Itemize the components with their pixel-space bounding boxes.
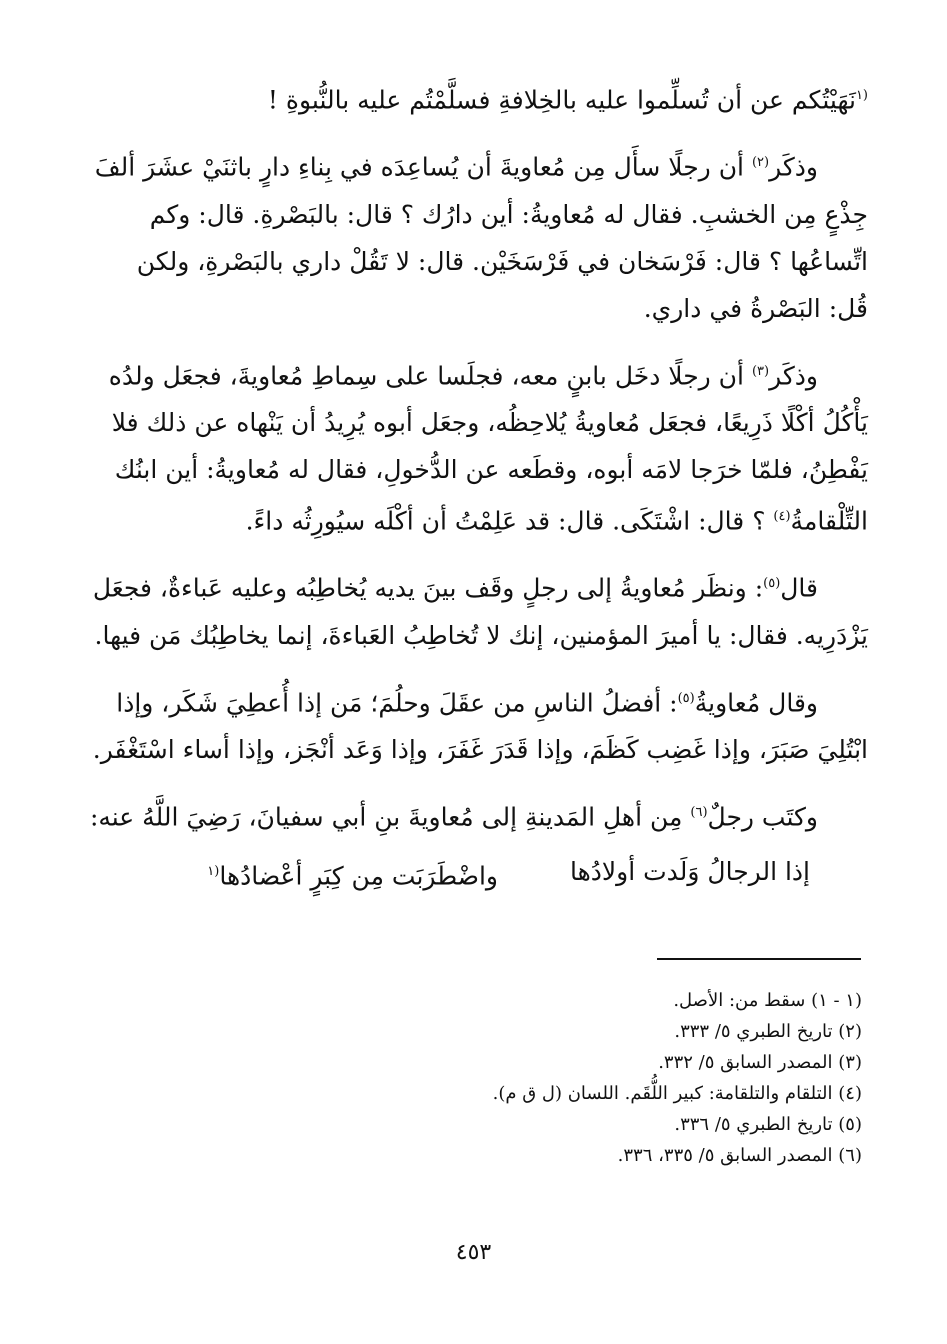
footnote: (٢) تاريخ الطبري ٥/ ٣٣٣. (674, 1021, 862, 1042)
footnote-ref: (٥) (763, 576, 781, 592)
footnote-ref: (١ (207, 864, 220, 880)
text-run: : أفضلُ الناسِ من عقَلَ وحلُمَ؛ مَن إذا أُعطِيَ شَكَر، وإذا (116, 687, 678, 717)
footnote-ref: (٢) (751, 155, 770, 171)
paragraph-5 (89, 789, 868, 840)
main-text (89, 72, 868, 900)
opening-line (150, 72, 868, 123)
verse-first-hemistich: إذا الرجالُ وَلَدت أولادُها (569, 857, 810, 887)
text-line (150, 493, 868, 544)
text-line: جِذْعٍ مِن الخشبِ. فقال له مُعاويةُ: أين دارُك ؟ قال: بالبَصْرةِ. قال: وكم (149, 199, 868, 229)
text-run: التِّلْقامةُ (790, 506, 868, 536)
footnote-divider (657, 958, 861, 960)
footnote-ref: (١ (855, 88, 868, 103)
text-line: اتِّساعُها ؟ قال: فَرْسَخان في فَرْسَخَيْن. قال: لا تَقُلْ داري بالبَصْرةِ، ولكن (136, 246, 868, 276)
paragraph-3 (92, 560, 868, 658)
text-line: يَأْكُلُ أكْلًا ذَرِيعًا، فجعَل مُعاويةُ يُلاحِظُه، وجعَل أبوه يُرِيدُ أن يَنْهاه عن ذلك فلا (111, 407, 868, 437)
footnote: (٤) التلقام والتلقامة: كبير اللُّقَم. اللسان (ل ق م). (492, 1083, 862, 1104)
footnote-ref: (٣) (751, 363, 770, 379)
paragraph-4 (92, 675, 868, 773)
verse-second-hemistich (207, 848, 498, 899)
footnote-ref: (٥) (677, 690, 695, 706)
text-line (108, 348, 868, 399)
text-run: ؟ قال: اشْتَكَى. قال: قد عَلِمْتُ أن أكْلَه سيُورِثُه داءً. (245, 506, 774, 536)
text-run: وكتَب رجلٌ (707, 802, 818, 832)
footnote: (٥) تاريخ الطبري ٥/ ٣٣٦. (674, 1114, 862, 1135)
footnote-ref: (٤) (773, 508, 791, 524)
text-run: وذكَر (769, 360, 818, 390)
text-line: يَفْطِنُ، فلمّا خرَجا لامَه أبوه، وقطَعه عن الدُّخولِ، فقال له مُعاويةُ: أين ابنُك (114, 454, 868, 484)
footnote: (٣) المصدر السابق ٥/ ٣٣٢. (658, 1052, 862, 1073)
text-line (94, 139, 868, 190)
text-line (116, 675, 868, 726)
text-line: ابْتُلِيَ صَبَرَ، وإذا غَضِب كَظَمَ، وإذا قَدَرَ غَفَرَ، وإذا وَعَد أنْجَز، وإذا أساء اسْتَغْفَر. (92, 734, 868, 764)
page-number: ٤٥٣ (455, 1240, 492, 1265)
verse-line (150, 848, 868, 899)
text-run: : ونظَر مُعاويةُ إلى رجلٍ وقَف بينَ يديه يُخاطِبُه وعليه عَباءةٌ، فجعَل (92, 573, 764, 603)
paragraph-2 (108, 348, 868, 545)
text-line: قُل: البَصْرةُ في داري. (643, 293, 868, 323)
verse-gap (498, 848, 570, 899)
text-line: يَزْدَرِيه. فقال: يا أميرَ المؤمنين، إنك لا تُخاطِبُ العَباءةَ، إنما يخاطِبُك مَن فيها. (94, 620, 868, 650)
text-run: أن رجلًا دخَل بابنٍ معه، فجلَسا على سِماطِ مُعاويةَ، فجعَل ولدُه (108, 360, 752, 390)
footnote-ref: (٦) (690, 804, 708, 820)
text-run: مِن أهلِ المَدينةِ إلى مُعاويةَ بنِ أبي سفيانَ، رَضِيَ اللَّهُ عنه: (89, 802, 691, 832)
text-run: أن رجلًا سأَل مِن مُعاويةَ أن يُساعِدَه في بِناءِ دارٍ باثنَيْ عشَرَ ألفَ (94, 152, 752, 182)
text-run: وذكَر (769, 152, 818, 182)
paragraph-1 (94, 139, 868, 331)
text-run: نَهَيْتُكم عن أن تُسلِّموا عليه بالخِلافةِ فسلَّمْتُم عليه بالنُّبوةِ ! (267, 85, 856, 115)
text-run: وقال مُعاويةُ (694, 687, 818, 717)
text-line (92, 560, 868, 611)
footnote: (١ - ١) سقط من: الأصل. (673, 990, 862, 1011)
text-run: واضْطَرَبَت مِن كِبَرٍ أعْضادُها (219, 861, 498, 891)
text-line (89, 789, 868, 840)
footnote: (٦) المصدر السابق ٥/ ٣٣٥، ٣٣٦. (617, 1145, 862, 1166)
footnotes (400, 985, 862, 1171)
text-run: قال (780, 573, 818, 603)
